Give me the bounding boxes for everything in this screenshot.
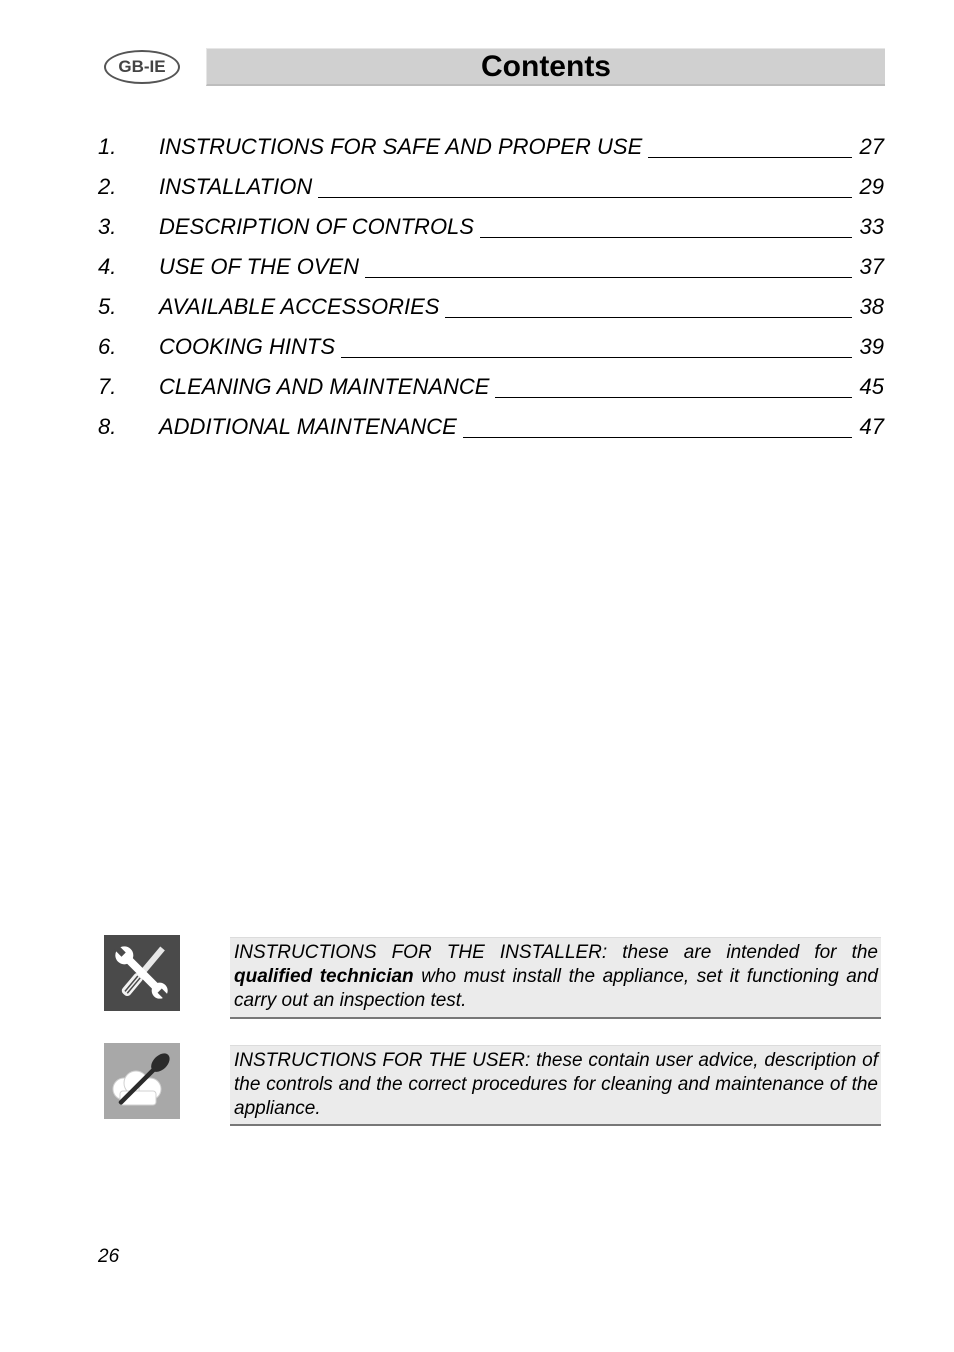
toc-row[interactable] [98,130,884,170]
toc-number: 1. [98,134,117,159]
toc-number: 3. [98,214,117,239]
page-number: 26 [98,1246,120,1267]
toc-leader-line [463,419,852,438]
toc-leader-line [365,259,851,278]
toc-leader-line [318,179,851,198]
toc-row[interactable] [98,370,884,410]
user-note [230,1045,881,1126]
language-badge: GB-IE [104,50,180,84]
toc-number: 5. [98,294,117,319]
toc-page: 33 [859,214,884,239]
toc-number: 7. [98,374,117,399]
toc-row[interactable] [98,170,884,210]
toc-title: ADDITIONAL MAINTENANCE [159,414,457,439]
toc-leader-line [341,339,852,358]
toc-title: COOKING HINTS [159,334,336,359]
spoon-chef-hat-icon [104,1043,180,1119]
toc-leader-line [648,139,851,158]
toc-row[interactable] [98,330,884,370]
toc-title: AVAILABLE ACCESSORIES [159,294,440,319]
toc-number: 8. [98,414,117,439]
table-of-contents [98,130,884,450]
toc-row[interactable] [98,250,884,290]
installer-note-text: INSTRUCTIONS FOR THE INSTALLER: these are intended for the [234,942,878,963]
toc-number: 4. [98,254,117,279]
tools-icon [104,935,180,1011]
toc-row[interactable] [98,210,884,250]
toc-title: INSTRUCTIONS FOR SAFE AND PROPER USE [159,134,643,159]
toc-title: USE OF THE OVEN [159,254,360,279]
toc-title: INSTALLATION [159,174,313,199]
user-note-text: INSTRUCTIONS FOR THE USER: these contain user advice, description of the controls and the correct procedures for cleaning and maintenance of the appliance. [234,1050,878,1119]
toc-page: 39 [859,334,884,359]
toc-page: 47 [859,414,884,439]
toc-page: 29 [859,174,884,199]
toc-page: 38 [859,294,884,319]
toc-title: CLEANING AND MAINTENANCE [159,374,490,399]
toc-page: 27 [859,134,884,159]
toc-title: DESCRIPTION OF CONTROLS [159,214,474,239]
toc-page: 45 [859,374,884,399]
toc-leader-line [445,299,851,318]
toc-page: 37 [859,254,884,279]
toc-number: 6. [98,334,117,359]
installer-note-bold: qualified technician [234,966,414,987]
toc-leader-line [495,379,851,398]
toc-number: 2. [98,174,117,199]
toc-row[interactable] [98,290,884,330]
toc-row[interactable] [98,410,884,450]
toc-leader-line [480,219,852,238]
installer-note [230,937,881,1019]
installer-note-text-end: who must install the appliance, set it functioning and carry out an inspection test. [234,966,878,1011]
page-title: Contents [206,48,885,86]
